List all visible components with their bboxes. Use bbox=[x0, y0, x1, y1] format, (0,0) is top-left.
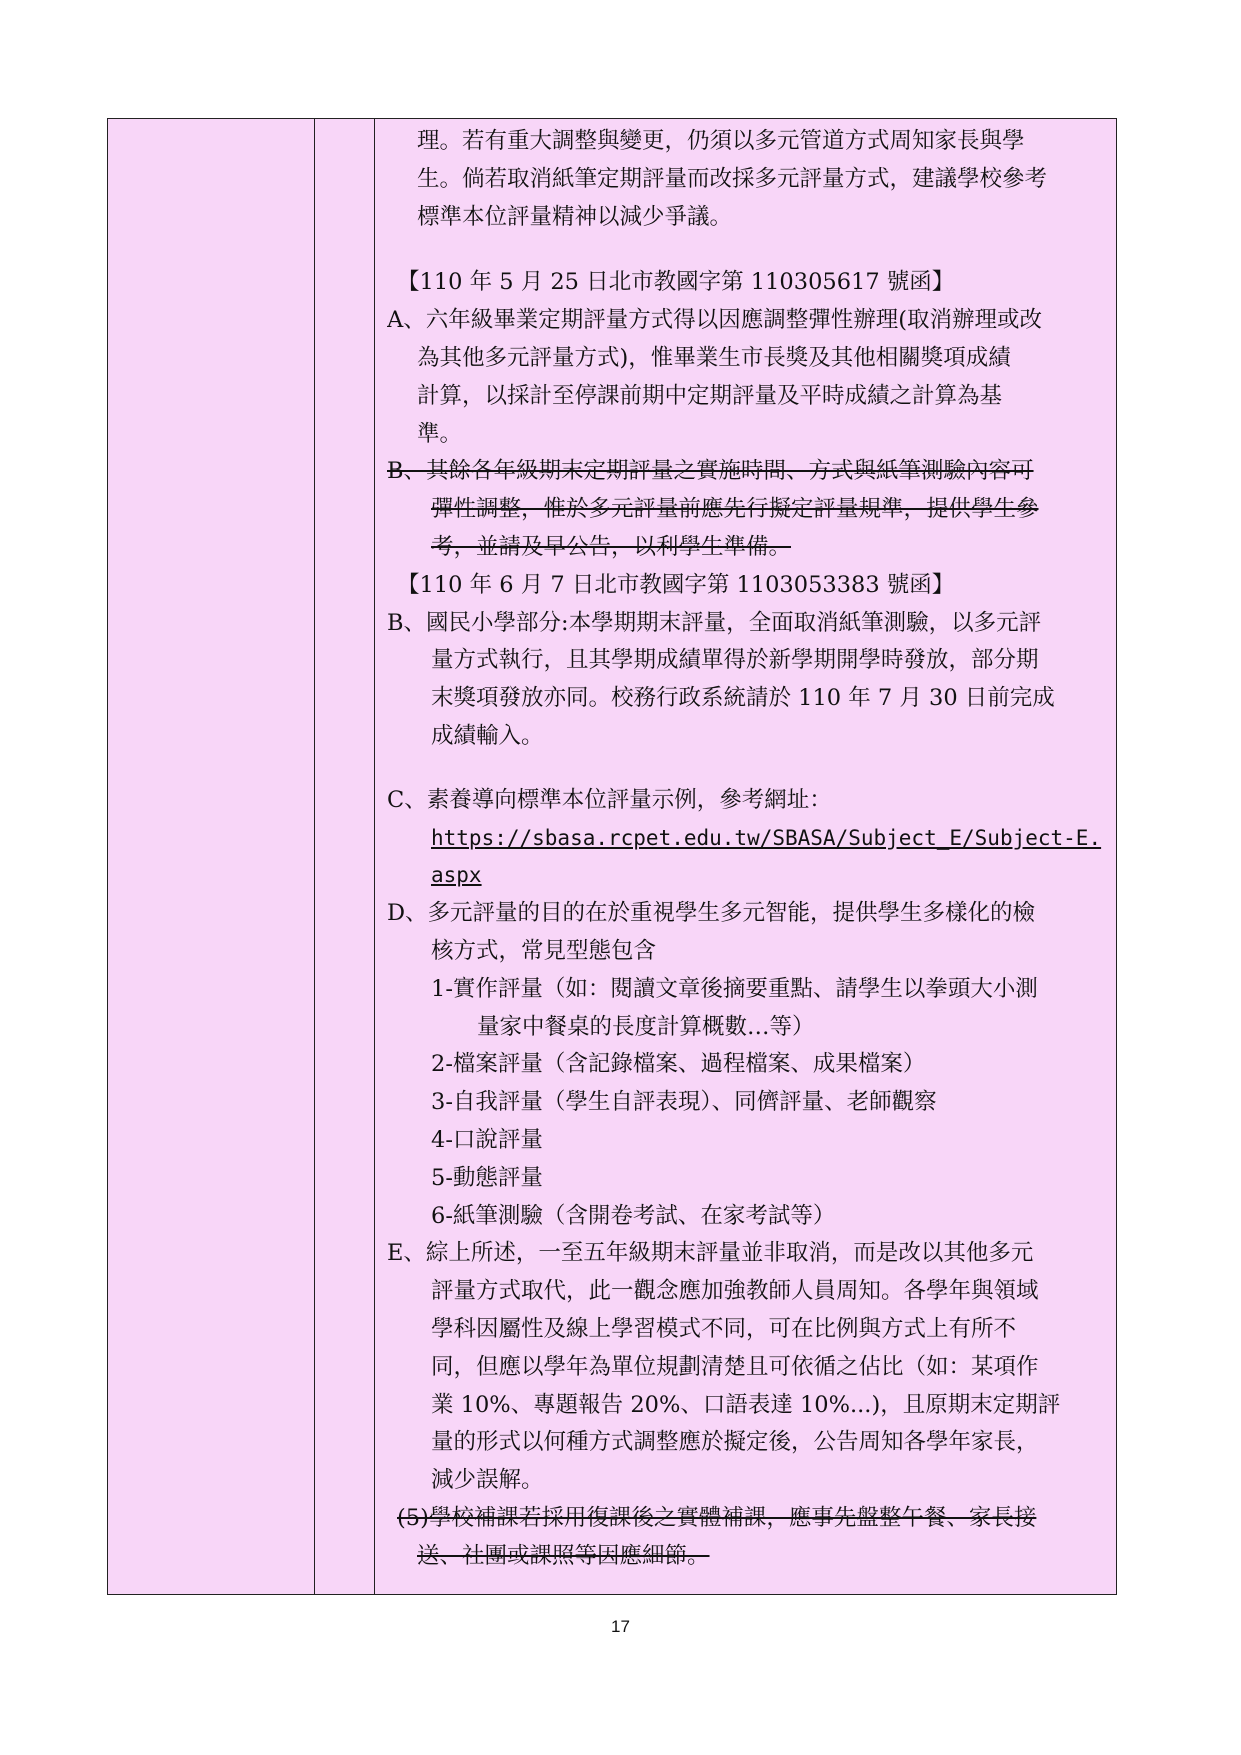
item-b-line: 量方式執行，且其學期成績單得於新學期開學時發放，部分期 bbox=[431, 647, 1039, 674]
table-column-3 bbox=[375, 119, 1116, 1594]
item-e-line: 減少誤解。 bbox=[431, 1467, 544, 1494]
assessment-type-2: 2-檔案評量（含記錄檔案、過程檔案、成果檔案） bbox=[431, 1051, 926, 1078]
item-e-line: 評量方式取代，此一觀念應加強教師人員周知。各學年與領域 bbox=[431, 1278, 1039, 1305]
item-b-line: 成績輸入。 bbox=[431, 722, 544, 749]
table-column-1 bbox=[108, 119, 315, 1594]
assessment-type-6: 6-紙筆測驗（含開卷考試、在家考試等） bbox=[431, 1202, 836, 1229]
assessment-type-1-cont: 量家中餐桌的長度計算概數…等） bbox=[477, 1013, 815, 1040]
item-a-line: 為其他多元評量方式)，惟畢業生市長獎及其他相關獎項成績 bbox=[417, 344, 1011, 371]
item-d-line: D、多元評量的目的在於重視學生多元智能，提供學生多樣化的檢 bbox=[387, 900, 1036, 927]
table-column-2 bbox=[315, 119, 375, 1594]
item-e-line: 同，但應以學年為單位規劃清楚且可依循之佔比（如：某項作 bbox=[431, 1353, 1039, 1380]
item-a-line: 計算，以採計至停課前期中定期評量及平時成績之計算為基 bbox=[417, 382, 1003, 409]
item-c-line: C、素養導向標準本位評量示例，參考網址： bbox=[387, 786, 832, 813]
item-b-struck-line: 考，並請及早公告，以利學生準備。 bbox=[431, 533, 792, 560]
directive-heading-1: 【110 年 5 月 25 日北市教國字第 110305617 號函】 bbox=[397, 269, 955, 296]
assessment-type-1: 1-實作評量（如：閱讀文章後摘要重點、請學生以拳頭大小測 bbox=[431, 975, 1038, 1002]
item-b-struck-line: B、其餘各年級期末定期評量之實施時間、方式與紙筆測驗內容可 bbox=[387, 458, 1034, 485]
reference-url-link-cont[interactable]: aspx bbox=[431, 863, 482, 888]
item-a-line: 準。 bbox=[417, 420, 463, 447]
page-number: 17 bbox=[611, 1617, 630, 1636]
assessment-type-4: 4-口說評量 bbox=[431, 1126, 543, 1153]
content-table bbox=[107, 118, 1117, 1595]
item-b-line: 末獎項發放亦同。校務行政系統請於 110 年 7 月 30 日前完成 bbox=[431, 685, 1055, 712]
assessment-type-5: 5-動態評量 bbox=[431, 1164, 543, 1191]
item-d-line: 核方式，常見型態包含 bbox=[431, 937, 657, 964]
item-b-struck-line: 彈性調整，惟於多元評量前應先行擬定評量規準，提供學生參 bbox=[431, 496, 1039, 523]
text-line: 生。倘若取消紙筆定期評量而改採多元評量方式，建議學校參考 bbox=[417, 165, 1048, 192]
item-a-line: A、六年級畢業定期評量方式得以因應調整彈性辦理(取消辦理或改 bbox=[387, 307, 1043, 334]
item-e-line: 學科因屬性及線上學習模式不同，可在比例與方式上有所不 bbox=[431, 1315, 1017, 1342]
text-line: 理。若有重大調整與變更，仍須以多元管道方式周知家長與學 bbox=[417, 128, 1025, 154]
text-line: 標準本位評量精神以減少爭議。 bbox=[417, 203, 733, 230]
item-e-line: E、綜上所述，一至五年級期末評量並非取消，而是改以其他多元 bbox=[387, 1240, 1034, 1267]
item-e-line: 量的形式以何種方式調整應於擬定後，公告周知各學年家長， bbox=[431, 1429, 1039, 1456]
assessment-type-3: 3-自我評量（學生自評表現）、同儕評量、老師觀察 bbox=[431, 1089, 937, 1116]
item-5-struck-line: 送、社團或課照等因應細節。 bbox=[417, 1542, 710, 1569]
item-b-line: B、國民小學部分:本學期期末評量，全面取消紙筆測驗，以多元評 bbox=[387, 609, 1042, 636]
directive-heading-2: 【110 年 6 月 7 日北市教國字第 1103053383 號函】 bbox=[397, 571, 955, 598]
item-e-line: 業 10%、專題報告 20%、口語表達 10%...)，且原期末定期評 bbox=[431, 1391, 1061, 1418]
item-5-struck-line: (5)學校補課若採用復課後之實體補課，應事先盤整午餐、家長接 bbox=[397, 1504, 1037, 1531]
reference-url-link[interactable]: https://sbasa.rcpet.edu.tw/SBASA/Subject_E/Subject-E. bbox=[431, 825, 1102, 850]
